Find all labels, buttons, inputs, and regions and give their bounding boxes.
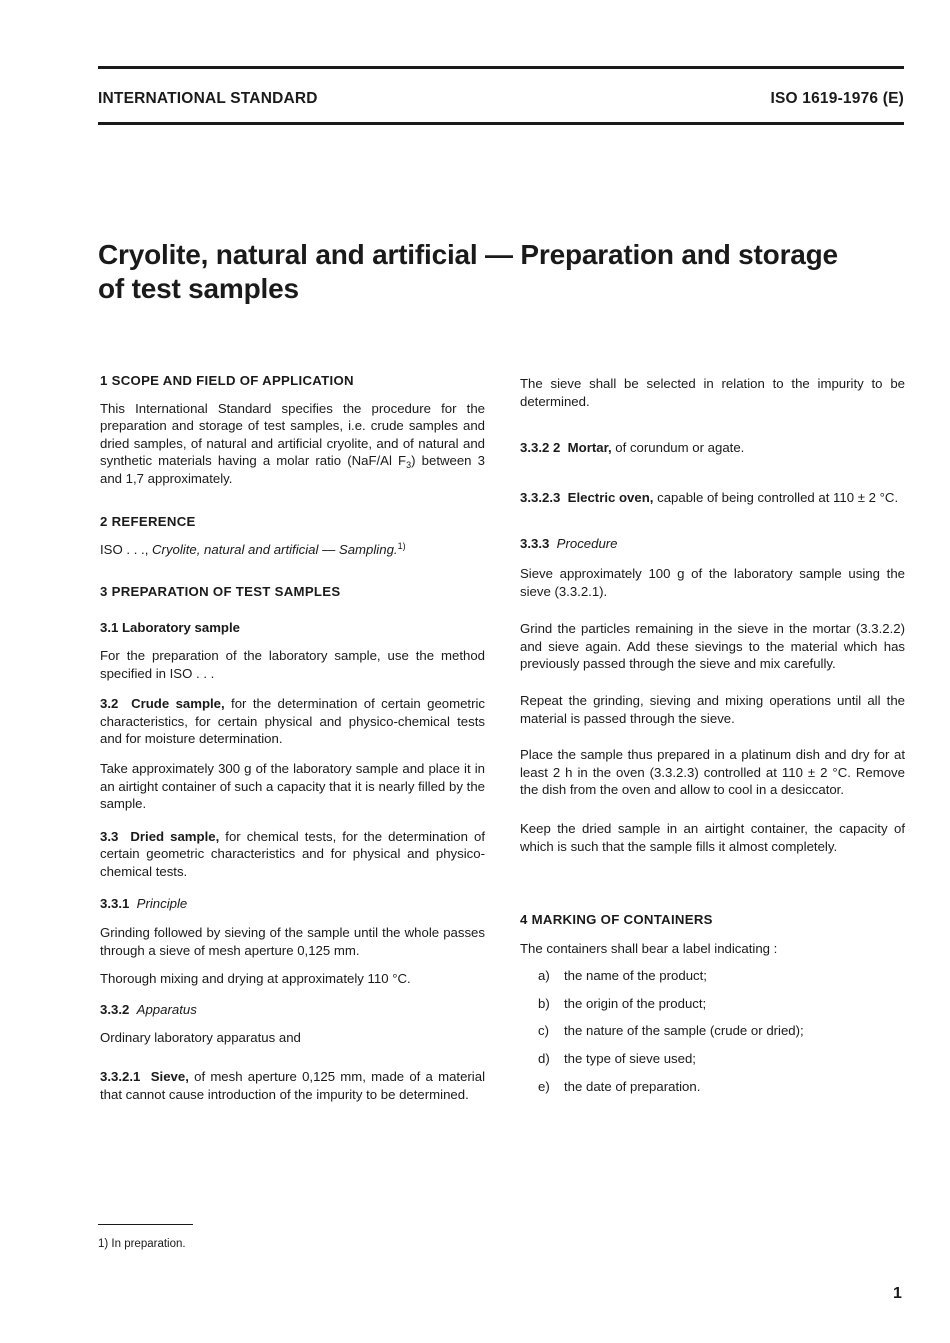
section-3-3-2-3-number: 3.3.2.3 bbox=[520, 489, 561, 505]
page-number: 1 bbox=[893, 1285, 902, 1302]
list-item-text: the origin of the product; bbox=[564, 995, 707, 1011]
section-3-3-3-number: 3.3.3 bbox=[520, 536, 550, 552]
header-iso-number: ISO 1619-1976 (E) bbox=[770, 90, 904, 107]
list-item-label: a) bbox=[538, 968, 550, 984]
list-item bbox=[538, 967, 905, 985]
header-bottom-rule bbox=[98, 122, 904, 125]
section-3-3-3-heading bbox=[520, 535, 905, 553]
section-3-3-2-text: Ordinary laboratory apparatus and bbox=[100, 1030, 301, 1046]
section-2-heading: 2 REFERENCE bbox=[100, 513, 196, 529]
right-column bbox=[520, 375, 905, 1095]
subscript-3: 3 bbox=[406, 460, 412, 471]
section-3-1-heading: 3.1 Laboratory sample bbox=[100, 620, 240, 636]
crude-sample-desc: for the determination of certain geometric characteristics, for certain physical and physico-chemical tests and for moisture determination. bbox=[100, 696, 486, 747]
left-column bbox=[100, 372, 485, 1103]
reference-title: Cryolite, natural and artificial — Sampling. bbox=[152, 542, 398, 558]
section-3-2-text-2: Take approximately 300 g of the laboratory sample and place it in an airtight container of such a capacity that it is nearly filled by the sample. bbox=[100, 760, 485, 812]
list-item-label: d) bbox=[538, 1051, 550, 1067]
sieve-term: Sieve, bbox=[150, 1069, 189, 1085]
list-item bbox=[538, 1050, 905, 1068]
section-3-3-1-title: Principle bbox=[136, 896, 188, 912]
mortar-desc: of corundum or agate. bbox=[611, 440, 745, 456]
section-4-heading: 4 MARKING OF CONTAINERS bbox=[520, 912, 713, 928]
section-3-heading: 3 PREPARATION OF TEST SAMPLES bbox=[100, 583, 341, 599]
section-3-3-2-number: 3.3.2 bbox=[100, 1001, 130, 1017]
procedure-step-3: Repeat the grinding, sieving and mixing operations until all the material is passed through the sieve. bbox=[520, 692, 905, 726]
header-top-rule bbox=[98, 66, 904, 69]
list-item-text: the type of sieve used; bbox=[564, 1051, 696, 1067]
reference-iso: ISO . . ., bbox=[100, 542, 153, 558]
oven-term: Electric oven, bbox=[567, 489, 654, 505]
list-item-text: the name of the product; bbox=[564, 968, 707, 984]
title-line-1: Cryolite, natural and artificial — Preparation and storage bbox=[98, 239, 838, 270]
section-3-2-number: 3.2 bbox=[100, 696, 119, 712]
section-3-3-number: 3.3 bbox=[100, 828, 119, 844]
section-3-3-2-2-number: 3.3.2 2 bbox=[520, 440, 561, 456]
section-3-3-1-text-2: Thorough mixing and drying at approximately 110 °C. bbox=[100, 971, 411, 987]
list-item-label: e) bbox=[538, 1078, 550, 1094]
list-item bbox=[538, 1078, 905, 1096]
list-item bbox=[538, 995, 905, 1013]
footnote-rule bbox=[98, 1224, 193, 1225]
sieve-desc: of mesh aperture 0,125 mm, made of a material that cannot cause introduction of the impurity to be determined. bbox=[100, 1069, 486, 1102]
sieve-selection-text: The sieve shall be selected in relation to the impurity to be determined. bbox=[520, 376, 905, 409]
section-3-3-text bbox=[100, 828, 485, 881]
procedure-step-4: Place the sample thus prepared in a platinum dish and dry for at least 2 h in the oven (3.3.2.3) controlled at 110 ± 2 °C. Remove the dish from the oven and allow to cool in a desiccator. bbox=[520, 747, 905, 798]
list-item-text: the date of preparation. bbox=[564, 1078, 701, 1094]
procedure-step-2: Grind the particles remaining in the sieve in the mortar (3.3.2.2) and sieve again. Add these sievings to the material which has previously passed through the sieve and mix carefully. bbox=[520, 621, 905, 672]
section-1-text bbox=[100, 400, 485, 488]
list-item-label: c) bbox=[538, 1023, 549, 1039]
procedure-step-1: Sieve approximately 100 g of the laboratory sample using the sieve (3.3.2.1). bbox=[520, 565, 905, 599]
section-1-heading: 1 SCOPE AND FIELD OF APPLICATION bbox=[100, 373, 354, 388]
section-3-3-1-number: 3.3.1 bbox=[100, 896, 130, 912]
mortar-term: Mortar, bbox=[567, 440, 612, 456]
section-3-3-2-heading bbox=[100, 1001, 485, 1019]
list-item-text: the nature of the sample (crude or dried); bbox=[564, 1023, 804, 1039]
footnote-marker: 1) bbox=[397, 541, 406, 552]
dried-sample-desc: for chemical tests, for the determination of certain geometric characteristics and for physical and physico-chemical tests. bbox=[100, 828, 486, 879]
section-4-intro: The containers shall bear a label indicating : bbox=[520, 940, 778, 956]
oven-desc: capable of being controlled at 110 ± 2 °C. bbox=[653, 489, 899, 505]
section-3-3-2-1-number: 3.3.2.1 bbox=[100, 1069, 141, 1085]
section-3-3-2-3-text bbox=[520, 489, 905, 507]
dried-sample-term: Dried sample, bbox=[130, 828, 220, 844]
procedure-step-5: Keep the dried sample in an airtight container, the capacity of which is such that the sample fills it almost completely. bbox=[520, 820, 905, 854]
section-3-3-2-1-text bbox=[100, 1068, 485, 1103]
marking-list bbox=[520, 967, 905, 1095]
title-line-2: of test samples bbox=[98, 273, 299, 304]
document-title bbox=[98, 238, 898, 306]
section-3-3-2-title: Apparatus bbox=[136, 1001, 197, 1017]
section-3-3-2-2-text bbox=[520, 439, 905, 457]
reference-text bbox=[100, 541, 485, 559]
section-1-text-b: ) between 3 and 1,7 approximately. bbox=[100, 453, 485, 486]
section-3-3-1-heading bbox=[100, 895, 485, 913]
section-3-1-text: For the preparation of the laboratory sample, use the method specified in ISO . . . bbox=[100, 647, 485, 681]
section-3-3-3-title: Procedure bbox=[556, 536, 618, 552]
header-standard-label: INTERNATIONAL STANDARD bbox=[98, 90, 318, 107]
footnote: 1) In preparation. bbox=[98, 1238, 186, 1250]
list-item-label: b) bbox=[538, 995, 550, 1011]
section-1-text-a: This International Standard specifies the procedure for the preparation and storage of test samples, i.e. crude samples and dried samples, of natural and artificial cryolite, and of natural and synthetic materials having a molar ratio (NaF/Al F bbox=[100, 400, 485, 469]
list-item bbox=[538, 1022, 905, 1040]
crude-sample-term: Crude sample, bbox=[131, 696, 225, 712]
section-3-3-1-text: Grinding followed by sieving of the sample until the whole passes through a sieve of mesh aperture 0,125 mm. bbox=[100, 925, 485, 958]
section-3-2-text bbox=[100, 695, 485, 748]
